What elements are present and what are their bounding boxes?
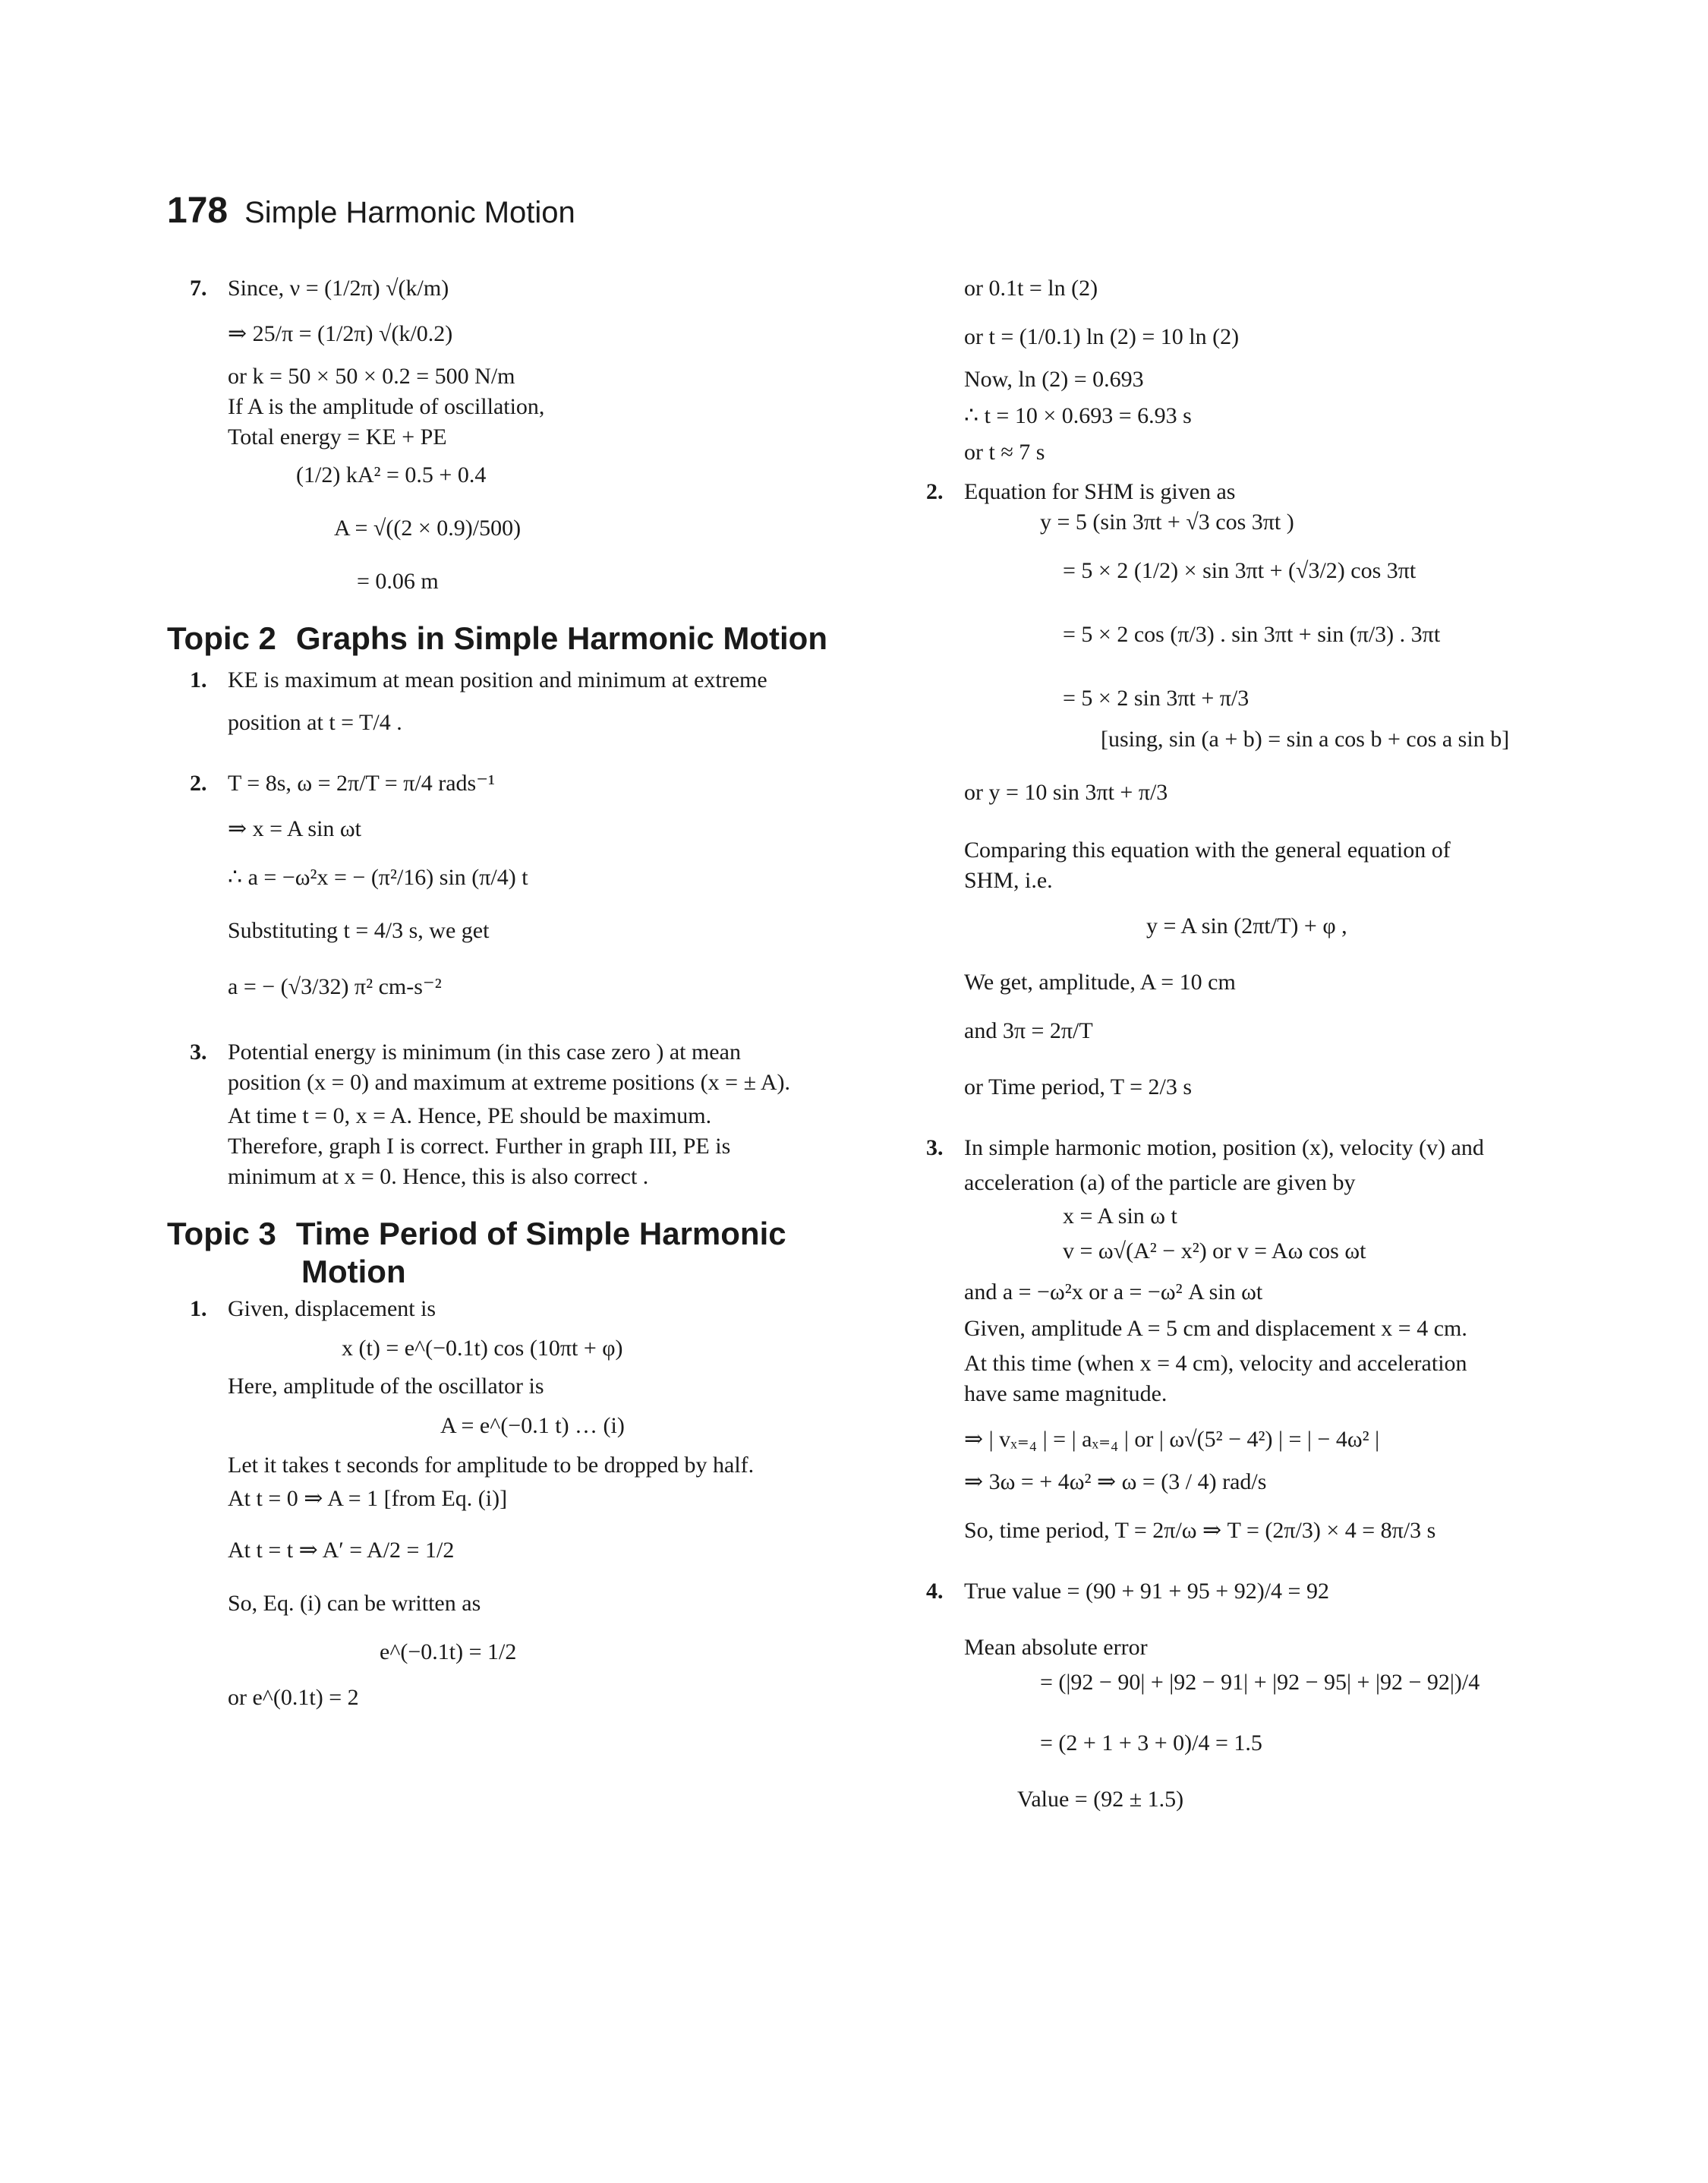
solution-line xyxy=(167,361,865,392)
line-text: So, time period, T = 2π/ω ⇒ T = (2π/3) × 4 = 8π/3 s xyxy=(964,1518,1436,1543)
line-text: or t = (1/0.1) ln (2) = 10 ln (2) xyxy=(964,324,1240,349)
line-text: At time t = 0, x = A. Hence, PE should be maximum. xyxy=(228,1103,712,1128)
solution-line xyxy=(926,507,1556,538)
solution-line xyxy=(167,1294,865,1324)
solution-line xyxy=(926,835,1556,866)
solution-line xyxy=(167,1131,865,1162)
solution-line xyxy=(926,1016,1556,1046)
solution-line xyxy=(167,972,865,1002)
solution-line xyxy=(167,566,865,597)
solution-line xyxy=(167,1683,865,1713)
solution-line xyxy=(167,422,865,453)
solution-line xyxy=(926,1349,1556,1379)
solution-line xyxy=(926,401,1556,431)
question-number: 2. xyxy=(190,771,207,796)
solution-line xyxy=(167,1535,865,1566)
question-number: 1. xyxy=(190,667,207,692)
line-text: KE is maximum at mean position and minimum at extreme xyxy=(228,667,767,692)
line-text: At this time (when x = 4 cm), velocity and acceleration xyxy=(964,1351,1467,1376)
line-text: = 5 × 2 (1/2) × sin 3πt + (√3/2) cos 3πt xyxy=(1063,558,1417,583)
line-text: Given, amplitude A = 5 cm and displacement x = 4 cm. xyxy=(964,1316,1467,1341)
line-text: Total energy = KE + PE xyxy=(228,424,447,450)
line-text: Given, displacement is xyxy=(228,1296,436,1321)
solution-line xyxy=(167,1588,865,1619)
line-text: Since, ν = (1/2π) √(k/m) xyxy=(228,276,449,301)
line-text: = 5 × 2 cos (π/3) . sin 3πt + sin (π/3) . 3πt xyxy=(1063,622,1441,647)
solution-line xyxy=(167,1068,865,1098)
topic-heading xyxy=(167,1215,865,1253)
solution-line xyxy=(926,1633,1556,1663)
solution-line xyxy=(167,1371,865,1402)
line-text: At t = 0 ⇒ A = 1 [from Eq. (i)] xyxy=(228,1486,508,1511)
line-text: or e^(0.1t) = 2 xyxy=(228,1685,359,1710)
line-text: minimum at x = 0. Hence, this is also correct . xyxy=(228,1164,649,1189)
topic-title: Time Period of Simple Harmonic xyxy=(295,1216,786,1251)
line-text: position at t = T/4 . xyxy=(228,710,402,735)
solution-line xyxy=(167,916,865,946)
line-text: have same magnitude. xyxy=(964,1381,1168,1406)
solution-line xyxy=(926,1467,1556,1497)
line-text: or k = 50 × 50 × 0.2 = 500 N/m xyxy=(228,364,515,389)
solution-line xyxy=(167,1101,865,1131)
line-text: v = ω√(A² − x²) or v = Aω cos ωt xyxy=(1063,1238,1366,1263)
line-text: or 0.1t = ln (2) xyxy=(964,276,1098,301)
solution-line xyxy=(926,1236,1556,1267)
question-number: 4. xyxy=(926,1579,944,1604)
line-text: Now, ln (2) = 0.693 xyxy=(964,367,1144,392)
topic-label: Topic 3 xyxy=(167,1216,276,1251)
solution-line xyxy=(926,1516,1556,1546)
line-text: or Time period, T = 2/3 s xyxy=(964,1074,1193,1099)
left-column xyxy=(167,273,865,1713)
line-text: or t ≈ 7 s xyxy=(964,440,1045,465)
line-text: Value = (92 ± 1.5) xyxy=(1017,1787,1184,1812)
solution-line xyxy=(926,437,1556,468)
question-number: 1. xyxy=(190,1296,207,1321)
line-text: Comparing this equation with the general equation of xyxy=(964,838,1451,863)
line-text: (1/2) kA² = 0.5 + 0.4 xyxy=(296,462,487,487)
line-text: position (x = 0) and maximum at extreme positions (x = ± A). xyxy=(228,1070,791,1095)
line-text: In simple harmonic motion, position (x), velocity (v) and xyxy=(964,1135,1484,1160)
solution-line xyxy=(926,1379,1556,1409)
solution-line xyxy=(926,1314,1556,1344)
solution-line xyxy=(926,1576,1556,1607)
line-text: or y = 10 sin 3πt + π/3 xyxy=(964,780,1168,805)
line-text: = 5 × 2 sin 3πt + π/3 xyxy=(1063,686,1249,711)
solution-line xyxy=(926,556,1556,586)
solution-line xyxy=(926,620,1556,650)
topic-heading xyxy=(167,1253,865,1291)
line-text: = 0.06 m xyxy=(357,569,439,594)
line-text: ⇒ x = A sin ωt xyxy=(228,816,362,841)
solution-line xyxy=(167,1411,865,1441)
page-header xyxy=(167,190,575,232)
solution-line xyxy=(926,683,1556,714)
line-text: a = − (√3/32) π² cm-s⁻² xyxy=(228,974,442,999)
solution-line xyxy=(926,1667,1556,1698)
solution-line xyxy=(167,708,865,738)
solution-line xyxy=(926,364,1556,395)
solution-line xyxy=(926,1784,1556,1815)
solution-line xyxy=(926,724,1556,755)
question-number: 3. xyxy=(926,1135,944,1160)
line-text: [using, sin (a + b) = sin a cos b + cos a sin b] xyxy=(1101,727,1510,752)
solution-line xyxy=(926,911,1556,942)
solution-line xyxy=(926,1168,1556,1198)
solution-line xyxy=(926,866,1556,896)
solution-line xyxy=(167,273,865,304)
line-text: ∴ a = −ω²x = − (π²/16) sin (π/4) t xyxy=(228,865,528,890)
line-text: Potential energy is minimum (in this case zero ) at mean xyxy=(228,1039,741,1065)
solution-line xyxy=(167,1333,865,1364)
line-text: Substituting t = 4/3 s, we get xyxy=(228,918,490,943)
line-text: So, Eq. (i) can be written as xyxy=(228,1591,481,1616)
line-text: Mean absolute error xyxy=(964,1635,1148,1660)
question-number: 7. xyxy=(190,276,207,301)
line-text: acceleration (a) of the particle are given by xyxy=(964,1170,1356,1195)
page-number: 178 xyxy=(167,191,228,231)
solution-line xyxy=(167,1450,865,1481)
solution-line xyxy=(167,1637,865,1667)
topic-label: Topic 2 xyxy=(167,620,276,656)
solution-line xyxy=(926,1728,1556,1759)
line-text: x (t) = e^(−0.1t) cos (10πt + φ) xyxy=(342,1336,623,1361)
line-text: ⇒ | vₓ₌₄ | = | aₓ₌₄ | or | ω√(5² − 4²) | = | − 4ω² | xyxy=(964,1427,1380,1452)
solution-line xyxy=(167,768,865,799)
line-text: and a = −ω²x or a = −ω² A sin ωt xyxy=(964,1279,1263,1304)
topic-title: Graphs in Simple Harmonic Motion xyxy=(295,620,827,656)
solution-line xyxy=(926,273,1556,304)
line-text: Therefore, graph I is correct. Further in graph III, PE is xyxy=(228,1134,731,1159)
solution-line xyxy=(926,1133,1556,1163)
line-text: ⇒ 3ω = + 4ω² ⇒ ω = (3 / 4) rad/s xyxy=(964,1469,1267,1494)
solution-line xyxy=(926,1424,1556,1455)
line-text: ∴ t = 10 × 0.693 = 6.93 s xyxy=(964,403,1192,428)
line-text: A = e^(−0.1 t) … (i) xyxy=(440,1413,625,1438)
line-text: y = A sin (2πt/T) + φ , xyxy=(1146,913,1347,939)
solution-line xyxy=(926,322,1556,352)
topic-title: Motion xyxy=(301,1254,406,1289)
line-text: True value = (90 + 91 + 95 + 92)/4 = 92 xyxy=(964,1579,1329,1604)
solution-line xyxy=(167,319,865,349)
line-text: y = 5 (sin 3πt + √3 cos 3πt ) xyxy=(1040,509,1294,535)
line-text: We get, amplitude, A = 10 cm xyxy=(964,970,1236,995)
solution-line xyxy=(167,814,865,844)
solution-line xyxy=(167,1162,865,1192)
solution-line xyxy=(167,1037,865,1068)
line-text: A = √((2 × 0.9)/500) xyxy=(334,516,522,541)
solution-line xyxy=(167,460,865,491)
solution-line xyxy=(926,1201,1556,1232)
chapter-title: Simple Harmonic Motion xyxy=(244,196,575,229)
solution-line xyxy=(926,477,1556,507)
line-text: If A is the amplitude of oscillation, xyxy=(228,394,545,419)
solution-line xyxy=(167,1484,865,1514)
solution-line xyxy=(926,778,1556,808)
line-text: T = 8s, ω = 2π/T = π/4 rads⁻¹ xyxy=(228,771,496,796)
line-text: At t = t ⇒ A′ = A/2 = 1/2 xyxy=(228,1538,455,1563)
line-text: x = A sin ω t xyxy=(1063,1203,1177,1229)
line-text: ⇒ 25/π = (1/2π) √(k/0.2) xyxy=(228,321,453,346)
line-text: Let it takes t seconds for amplitude to be dropped by half. xyxy=(228,1453,755,1478)
line-text: and 3π = 2π/T xyxy=(964,1018,1093,1043)
solution-line xyxy=(167,863,865,893)
topic-heading xyxy=(167,620,865,658)
line-text: e^(−0.1t) = 1/2 xyxy=(380,1639,517,1664)
solution-line xyxy=(167,513,865,544)
question-number: 2. xyxy=(926,479,944,504)
solution-line xyxy=(926,967,1556,998)
solution-line xyxy=(926,1072,1556,1103)
line-text: Here, amplitude of the oscillator is xyxy=(228,1374,544,1399)
line-text: = (2 + 1 + 3 + 0)/4 = 1.5 xyxy=(1040,1730,1262,1756)
solution-line xyxy=(167,665,865,696)
line-text: = (|92 − 90| + |92 − 91| + |92 − 95| + |92 − 92|)/4 xyxy=(1040,1670,1480,1695)
solution-line xyxy=(926,1277,1556,1308)
line-text: Equation for SHM is given as xyxy=(964,479,1236,504)
line-text: SHM, i.e. xyxy=(964,868,1053,893)
question-number: 3. xyxy=(190,1039,207,1065)
right-column xyxy=(926,273,1556,1815)
solution-line xyxy=(167,392,865,422)
